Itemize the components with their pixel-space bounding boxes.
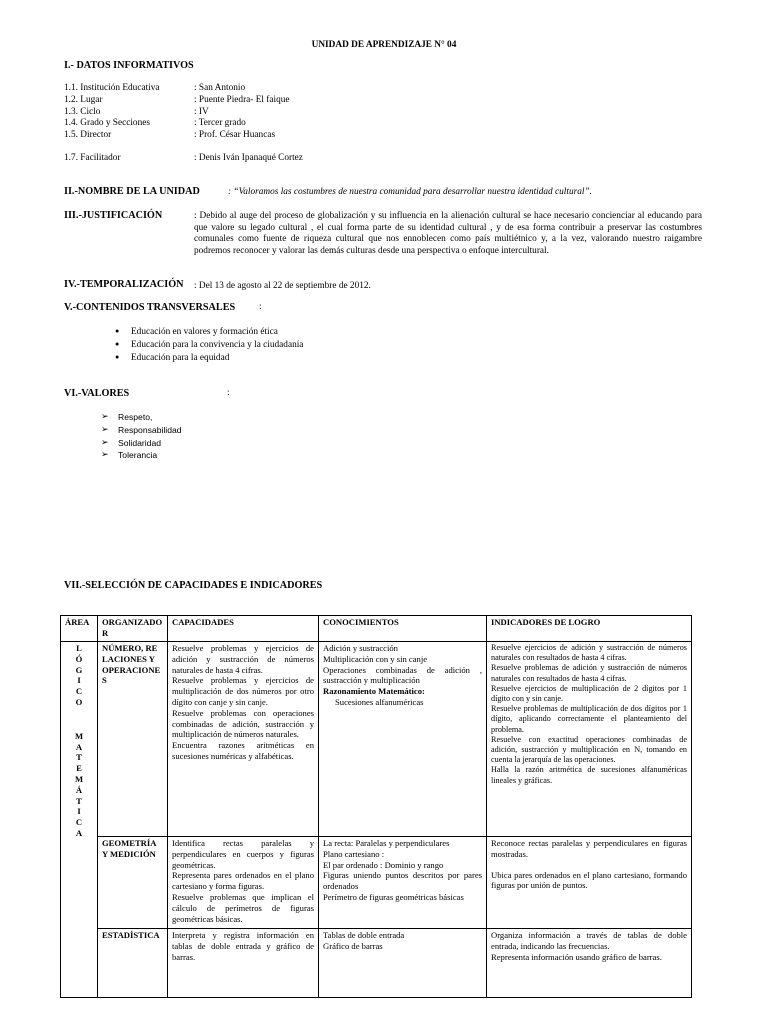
organizer-cell: ESTADÍSTICA	[98, 929, 168, 998]
list-item: ● Educación para la equidad	[115, 353, 303, 366]
temporalization-value: : Del 13 de agosto al 22 de septiembre de 2012.	[194, 281, 371, 291]
unit-name: : “Valoramos las costumbres de nuestra comunidad para desarrollar nuestra identidad cultural”.	[228, 187, 592, 197]
knowledge-item: Figuras uniendo puntos descritos por pares ordenados	[323, 870, 482, 892]
justification-text: : Debido al auge del proceso de globalización y su influencia en la alienación cultural se hace necesario concienciar al educando para que valore su legado cultural , el cual forma parte de su identidad cultural , y de esa forma contribuir a preservar las costumbres comunales como fuente de riqueza cultural que nos ennoblecen como país multiétnico y, a la vez, valorando nuestro raigambre podremos reconocer y valorar las demás culturas desde una perspectiva o enfoque intercultural.	[194, 211, 702, 256]
knowledge-item: La recta: Paralelas y perpendiculares	[323, 838, 450, 848]
area-letter: M	[74, 773, 84, 784]
indicators-cell	[487, 642, 692, 837]
knowledge-item: Gráfico de barras	[323, 940, 383, 951]
indicator-item: Halla la razón aritmética de sucesiones alfanuméricas lineales y gráficas.	[491, 765, 687, 785]
info-label: 1.4. Grado y Secciones	[64, 118, 150, 128]
section-6-colon: :	[227, 388, 230, 398]
area-letter: M	[74, 730, 84, 741]
document-title: UNIDAD DE APRENDIZAJE N° 04	[311, 40, 457, 50]
section-4-heading: IV.-TEMPORALIZACIÓN	[64, 279, 184, 290]
indicator-item: Resuelve con exactitud operaciones combinadas de adición, sustracción y multiplicación en N, tomando en cuenta la jerarquía de las operaciones.	[491, 734, 687, 765]
list-item: ● Educación en valores y formación ética	[115, 327, 303, 340]
capacity-item: Encuentra razones aritméticas en sucesiones numéricas y alfabéticas.	[172, 740, 314, 761]
info-label: 1.5. Director	[64, 130, 112, 140]
area-cell	[61, 642, 98, 998]
area-letter: C	[75, 817, 83, 828]
knowledge-item: Sucesiones alfanuméricas	[335, 696, 424, 707]
knowledge-item: Multiplicación con y sin canje	[323, 653, 428, 664]
table-header-row	[61, 616, 692, 642]
area-letters	[65, 643, 93, 839]
capacity-item: Resuelve problemas que implican el cálculo de perímetros de figuras geométricas básicas.	[172, 891, 314, 924]
indicators-cell	[487, 929, 692, 998]
section-5-colon: :	[259, 302, 262, 312]
header-organizer: ORGANIZADOR	[98, 616, 168, 642]
transversal-list	[115, 327, 303, 365]
capacity-item: Resuelve problemas y ejercicios de adición y sustracción de números naturales de hasta 4 cifras.	[172, 643, 314, 675]
info-value: : IV	[194, 107, 209, 117]
indicator-item: Representa información usando gráfico de barras.	[491, 951, 662, 962]
indicator-item: Resuelve problemas de adición y sustracción de números naturales con resultados de hasta 4 cifras.	[491, 663, 687, 683]
organizer-cell: GEOMETRÍA Y MEDICIÓN	[98, 837, 168, 929]
header-indicators: INDICADORES DE LOGRO	[487, 616, 692, 642]
values-list	[101, 412, 182, 463]
knowledge-subheading: Razonamiento Matemático:	[323, 686, 425, 697]
capacity-item: Resuelve problemas con operaciones combinadas de adición, sustracción y multiplicación de números naturales.	[172, 707, 314, 740]
list-item: ➢ Respeto,	[101, 412, 182, 425]
indicators-cell	[487, 837, 692, 929]
table-row	[61, 837, 692, 929]
header-area: ÁREA	[61, 616, 98, 642]
indicator-item: Resuelve ejercicios de adición y sustracción de números naturales con resultados de hasta 4 cifras.	[491, 643, 687, 663]
knowledge-item: Perímetro de figuras geométricas básicas	[323, 891, 464, 902]
area-letter: O	[75, 696, 83, 707]
info-label: 1.3. Ciclo	[64, 107, 101, 117]
indicator-item: Resuelve problemas de multiplicación de dos dígitos por 1 dígito, aplicando correctamente el planteamiento del problema.	[491, 704, 687, 734]
organizer-cell: NÚMERO, RELACIONES Y OPERACIONES	[98, 642, 168, 837]
capacity-item: Interpreta y registra información en tablas de doble entrada y gráfico de barras.	[172, 930, 314, 962]
facilitator-value: : Denis Iván Ipanaqué Cortez	[194, 153, 303, 163]
section-1-heading: I.- DATOS INFORMATIVOS	[64, 60, 194, 71]
area-letter: Á	[75, 784, 83, 795]
indicator-item: Ubica pares ordenados en el plano cartesiano, formando figuras por unión de puntos.	[491, 869, 687, 891]
table-row	[61, 929, 692, 998]
header-capacities: CAPACIDADES	[168, 616, 319, 642]
capacity-item: Representa pares ordenados en el plano cartesiano y forma figuras.	[172, 870, 314, 892]
area-letter: Ó	[75, 653, 83, 664]
list-item: ➢ Tolerancia	[101, 450, 182, 463]
capacities-cell	[168, 837, 319, 929]
area-letter: L	[76, 643, 82, 653]
area-letter: T	[76, 795, 82, 806]
knowledge-item: Adición y sustracción	[323, 643, 398, 653]
facilitator-label: 1.7. Facilitador	[64, 153, 121, 163]
knowledge-item: El par ordenado : Dominio y rango	[323, 859, 444, 870]
knowledge-item: Operaciones combinadas de adición , sustracción y multiplicación	[323, 664, 482, 686]
knowledge-cell	[319, 642, 487, 837]
list-item: ● Educación para la convivencia y la ciudadanía	[115, 340, 303, 353]
area-letter: G	[75, 664, 83, 675]
area-letter: T	[76, 752, 82, 763]
info-value: : San Antonio	[194, 83, 246, 93]
capacity-item: Resuelve problemas y ejercicios de multiplicación de dos números por otro dígito con canje y sin canje.	[172, 675, 314, 707]
info-label: 1.1. Institución Educativa	[64, 83, 160, 93]
area-letter: I	[77, 675, 81, 686]
capacities-cell	[168, 929, 319, 998]
section-7-heading: VII.-SELECCIÓN DE CAPACIDADES E INDICADORES	[64, 580, 323, 591]
section-3-heading: III.-JUSTIFICACIÓN	[64, 210, 163, 221]
capacities-table	[60, 615, 692, 998]
indicator-item: Reconoce rectas paralelas y perpendiculares en figuras mostradas.	[491, 838, 687, 859]
info-value: : Puente Piedra- El faique	[194, 95, 290, 105]
area-letter-gap	[65, 708, 93, 731]
list-item: ➢ Responsabilidad	[101, 425, 182, 438]
area-letter: A	[75, 741, 83, 752]
knowledge-cell	[319, 837, 487, 929]
area-letter: I	[77, 806, 81, 817]
info-value: : Prof. César Huancas	[194, 130, 276, 140]
knowledge-item: Tablas de doble entrada	[323, 930, 405, 940]
capacities-cell	[168, 642, 319, 837]
list-item: ➢ Solidaridad	[101, 438, 182, 451]
info-label: 1.2. Lugar	[64, 95, 103, 105]
section-5-heading: V.-CONTENIDOS TRANSVERSALES	[64, 302, 236, 313]
area-letter: E	[76, 763, 82, 774]
indicator-item: Organiza información a través de tablas de doble entrada, indicando las frecuencias.	[491, 930, 687, 951]
table-row	[61, 642, 692, 837]
capacity-item: Identifica rectas paralelas y perpendiculares en cuerpos y figuras geométricas.	[172, 838, 314, 870]
area-letter: A	[75, 827, 83, 838]
header-knowledge: CONOCIMIENTOS	[319, 616, 487, 642]
info-value: : Tercer grado	[194, 118, 246, 128]
indicator-item: Resuelve ejercicios de multiplicación de 2 dígitos por 1 dígito con y sin canje.	[491, 683, 687, 704]
section-6-heading: VI.-VALORES	[64, 388, 130, 399]
section-2-heading: II.-NOMBRE DE LA UNIDAD	[64, 186, 200, 197]
knowledge-item: Plano cartesiano :	[323, 848, 385, 859]
area-letter: C	[75, 686, 83, 697]
knowledge-cell	[319, 929, 487, 998]
